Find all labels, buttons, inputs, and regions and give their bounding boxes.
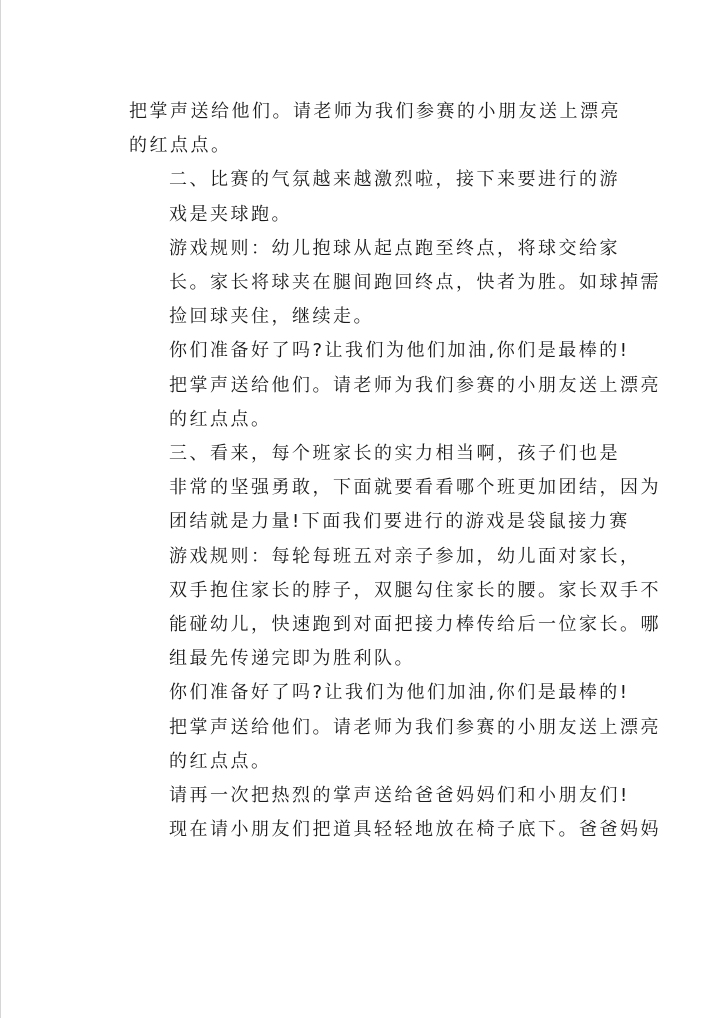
text-line: 的红点点。: [129, 135, 232, 157]
text-line: 把掌声送给他们。请老师为我们参赛的小朋友送上漂亮: [169, 374, 661, 396]
paragraph: [129, 676, 661, 779]
paragraph: [129, 779, 661, 847]
text-line: 二、比赛的气氛越来越激烈啦，接下来要进行的游: [169, 169, 620, 191]
text-line: 游戏规则：幼儿抱球从起点跑至终点，将球交给家: [169, 237, 620, 259]
text-line: 的红点点。: [169, 408, 272, 430]
text-line: 的红点点。: [169, 750, 272, 772]
text-line: 长。家长将球夹在腿间跑回终点，快者为胜。如球掉需: [169, 272, 661, 294]
text-line: 团结就是力量!下面我们要进行的游戏是袋鼠接力赛: [169, 511, 630, 533]
paragraph: [129, 334, 661, 437]
text-line: 现在请小朋友们把道具轻轻地放在椅子底下。爸爸妈妈: [169, 819, 661, 841]
paragraph: [129, 540, 661, 677]
text-line: 能碰幼儿，快速跑到对面把接力棒传给后一位家长。哪: [169, 614, 661, 636]
page-left-border: [0, 0, 1, 1018]
paragraph: [129, 95, 621, 163]
text-line: 把掌声送给他们。请老师为我们参赛的小朋友送上漂亮: [169, 716, 661, 738]
document-body: [129, 95, 661, 847]
text-line: 非常的坚强勇敢，下面就要看看哪个班更加团结，因为: [169, 477, 661, 499]
text-line: 三、看来，每个班家长的实力相当啊，孩子们也是: [169, 443, 620, 465]
text-line: 请再一次把热烈的掌声送给爸爸妈妈们和小朋友们!: [169, 785, 630, 807]
paragraph: [129, 437, 661, 540]
text-line: 双手抱住家长的脖子，双腿勾住家长的腰。家长双手不: [169, 579, 661, 601]
text-line: 戏是夹球跑。: [169, 203, 292, 225]
text-line: 把掌声送给他们。请老师为我们参赛的小朋友送上漂亮: [129, 101, 621, 122]
text-line: 捡回球夹住，继续走。: [169, 306, 374, 328]
paragraph: [129, 163, 620, 231]
text-line: 游戏规则：每轮每班五对亲子参加，幼儿面对家长，: [169, 545, 641, 567]
text-line: 组最先传递完即为胜利队。: [169, 648, 415, 670]
text-line: 你们准备好了吗?让我们为他们加油,你们是最棒的!: [169, 340, 630, 362]
paragraph: [129, 232, 661, 335]
text-line: 你们准备好了吗?让我们为他们加油,你们是最棒的!: [169, 682, 630, 704]
